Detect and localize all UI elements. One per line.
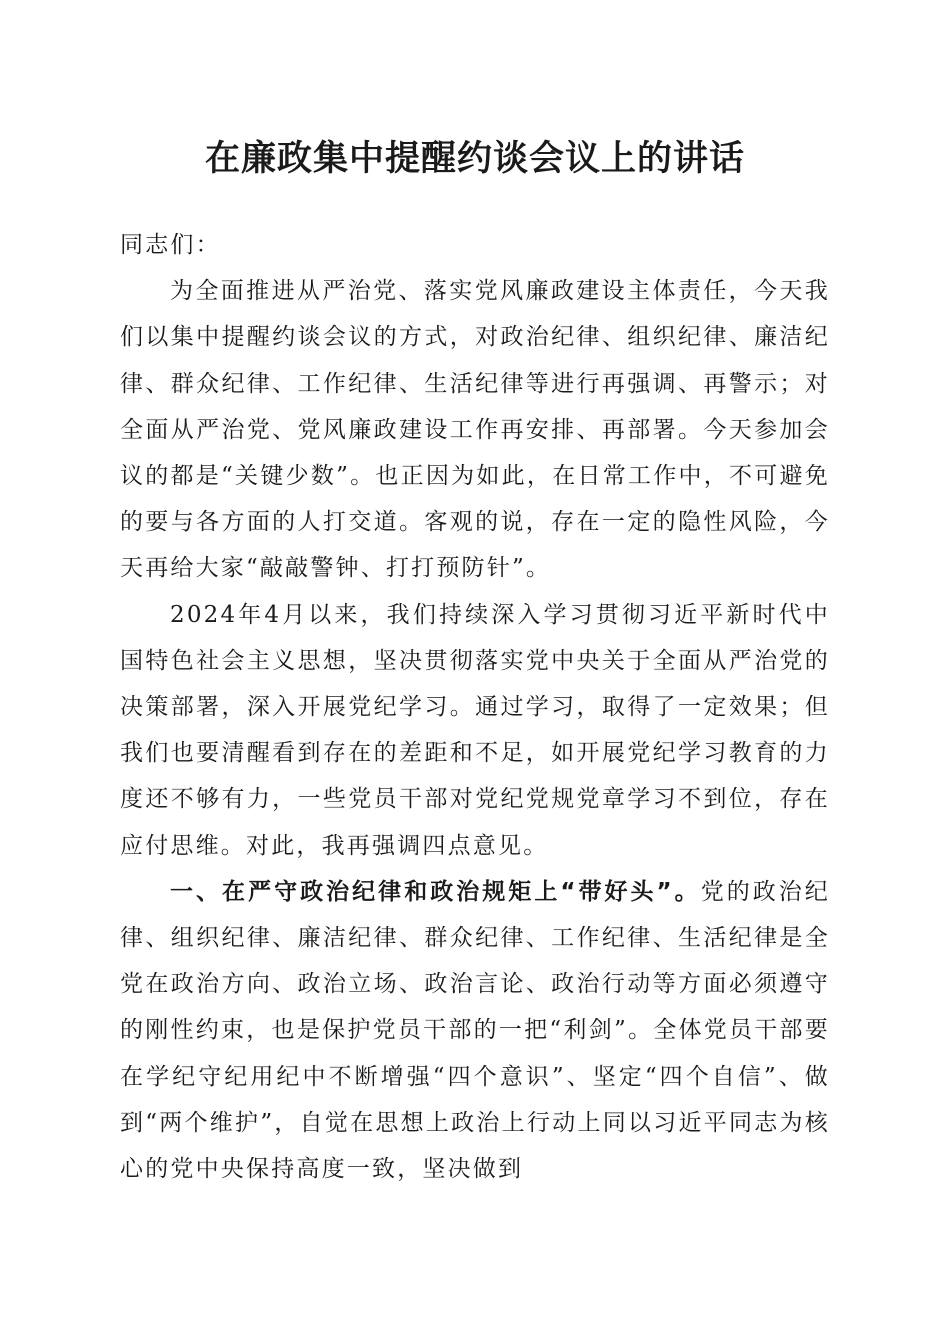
- section-heading-1: 一、在严守政治纪律和政治规矩上“带好头”。: [170, 878, 701, 905]
- paragraph-1-text: 为全面推进从严治党、落实党风廉政建设主体责任，今天我们以集中提醒约谈会议的方式，对政治纪律、组织纪律、廉洁纪律、群众纪律、工作纪律、生活纪律等进行再强调、再警示；对全面从严治党、党风廉政建设工作再安排、再部署。今天参加会议的都是“关键少数”。也正因为如此，在日常工作中，不可避免的要与各方面的人打交道。客观的说，存在一定的隐性风险，今天再给大家“敲敲警钟、打打预防针”。: [120, 278, 830, 582]
- paragraph-2-text: 2024年4月以来，我们持续深入学习贯彻习近平新时代中国特色社会主义思想，坚决贯彻落实党中央关于全面从严治党的决策部署，深入开展党纪学习。通过学习，取得了一定效果；但我们也要清醒看到存在的差距和不足，如开展党纪学习教育的力度还不够有力，一些党员干部对党纪党规党章学习不到位，存在应付思维。对此，我再强调四点意见。: [120, 601, 830, 859]
- paragraph-3: [120, 869, 830, 1192]
- document-title: 在廉政集中提醒约谈会议上的讲话: [204, 138, 745, 179]
- paragraph-1: [120, 268, 830, 591]
- document-body: [120, 222, 830, 1192]
- salutation: 同志们：: [120, 232, 221, 258]
- paragraph-2: [120, 592, 830, 869]
- document-page: [120, 120, 830, 1192]
- paragraph-3-text: 党的政治纪律、组织纪律、廉洁纪律、群众纪律、工作纪律、生活纪律是全党在政治方向、政治立场、政治言论、政治行动等方面必须遵守的刚性约束，也是保护党员干部的一把“利剑”。全体党员干部要在学纪守纪用纪中不断增强“四个意识”、坚定“四个自信”、做到“两个维护”，自觉在思想上政治上行动上同以习近平同志为核心的党中央保持高度一致，坚决做到: [120, 878, 831, 1183]
